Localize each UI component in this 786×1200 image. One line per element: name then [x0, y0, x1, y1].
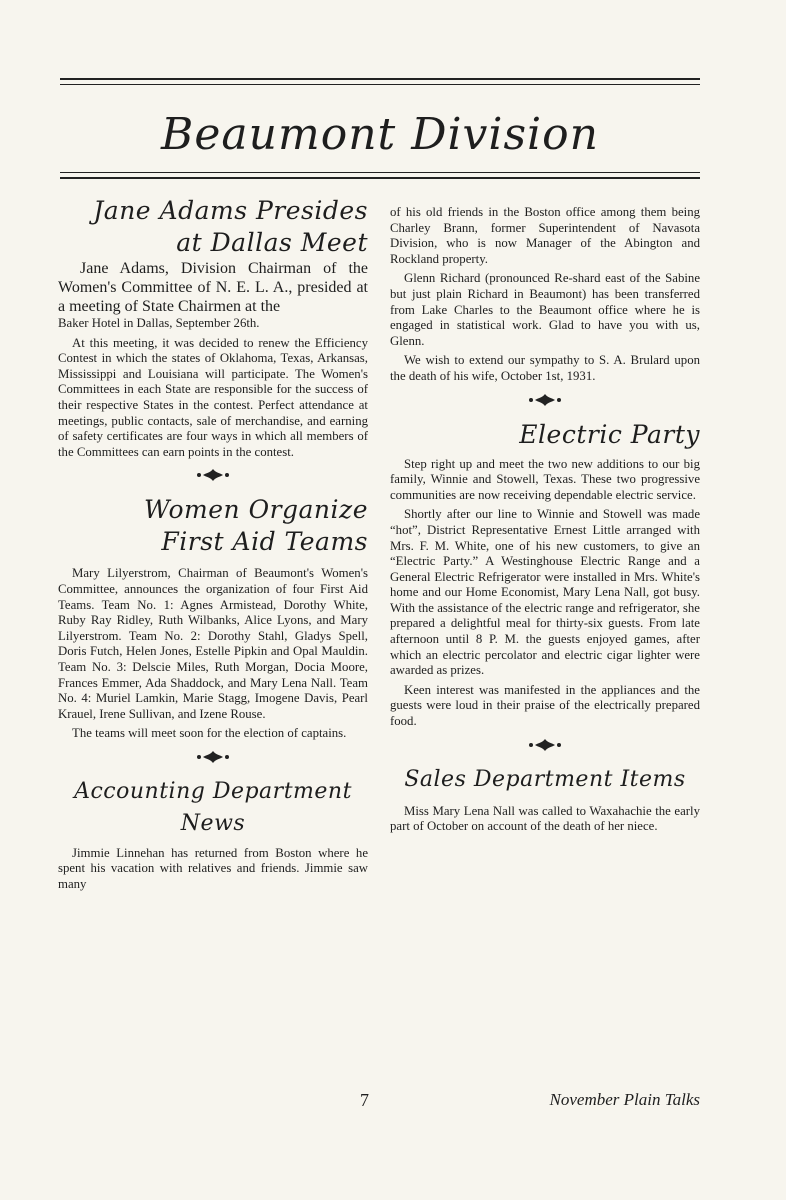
ornament-icon — [390, 391, 700, 413]
article-lead: Jane Adams, Division Chairman of the Women's Committee of N. E. L. A., presided at a meeting of State Chairmen at the — [58, 260, 368, 315]
article-paragraph: of his old friends in the Boston office among them being Charley Brann, former Superintendent of Navasota Division, who is now Manager of the Abington and Rockland property. — [390, 205, 700, 266]
left-column — [58, 195, 368, 897]
article-paragraph: At this meeting, it was decided to renew the Efficiency Contest in which the states of Oklahoma, Texas, Arkansas, Mississippi and Louisiana will participate. The Women's Committees in each State are responsible for the success of their respective States in the contest. Perfect attendance at meetings, public contacts, sale of merchandise, and earning of safety certificates are four ways in which all members of the Committees can earn points in the contest. — [58, 335, 368, 459]
ornament-icon — [58, 466, 368, 488]
article-heading-line2: First Aid Teams — [161, 527, 368, 557]
article-electric-party — [390, 419, 700, 730]
article-accounting-continued — [390, 205, 700, 385]
article-jane-adams — [58, 195, 368, 460]
article-paragraph: We wish to extend our sympathy to S. A. Brulard upon the death of his wife, October 1st, 1931. — [390, 353, 700, 383]
article-heading-line1: Jane Adams Presides — [93, 196, 368, 225]
article-paragraph: Miss Mary Lena Nall was called to Waxahachie the early part of October on account of the death of her niece. — [390, 803, 700, 834]
article-paragraph: Mary Lilyerstrom, Chairman of Beaumont's Women's Committee, announces the organization of four First Aid Teams. Team No. 1: Agnes Armistead, Dorothy White, Ruby Ray Ridley, Ruth Wilbanks, Alice Lyons, and Mary Lilyerstrom. Team No. 2: Dorothy Stahl, Gladys Spell, Doris Futch, Helen Jones, Estelle Pipkin and Opal Mauldin. Team No. 3: Delscie Miles, Ruth Morgan, Docia Moore, Frances Emmer, Ada Shaddock, and Mary Lena Nall. Team No. 4: Muriel Lamkin, Marie Stagg, Imogene Davis, Pearl Krauel, Irene Sullivan, and Izene Rouse. — [58, 566, 368, 721]
article-first-aid — [58, 494, 368, 742]
bottom-rule-thin — [60, 172, 700, 173]
article-heading: Sales Department Items — [404, 766, 686, 792]
article-accounting — [58, 776, 368, 893]
ornament-icon — [58, 748, 368, 770]
article-heading: Accounting Department News — [74, 778, 352, 836]
top-rule — [60, 78, 700, 80]
article-paragraph: Baker Hotel in Dallas, September 26th. — [58, 316, 260, 330]
article-paragraph: Glenn Richard (pronounced Re-shard east of the Sabine but just plain Richard in Beaumont) has been transferred from Lake Charles to the Beaumont office where he is engaged in statistical work. Glad to have you with us, Glenn. — [390, 271, 700, 348]
page-number: 7 — [360, 1090, 369, 1110]
top-rule-thin — [60, 84, 700, 85]
article-paragraph: Shortly after our line to Winnie and Stowell was made “hot”, District Representative Ernest Little arranged with Mrs. F. M. White, one of his new customers, to give an “Electric Party.” A Westinghouse Electric Range and a General Electric Refrigerator were installed in Mrs. White's home and our Home Economist, Mary Lena Nall, got busy. With the assistance of the electric range and refrigerator, she prepared a delightful meal for thirty-six guests. From late afternoon until 8 P. M. the guests enjoyed games, after which an electric percolator and electric cigar lighter were awarded as prizes. — [390, 507, 700, 678]
article-heading-line1: Women Organize — [143, 495, 368, 525]
article-heading-line2: at Dallas Meet — [176, 228, 368, 257]
section-title: Beaumont Division — [161, 109, 599, 160]
right-column — [390, 205, 700, 839]
article-paragraph: The teams will meet soon for the election of captains. — [72, 726, 347, 741]
ornament-icon — [390, 736, 700, 758]
article-paragraph: Keen interest was manifested in the appliances and the guests were loud in their praise of the electrically prepared food. — [390, 682, 700, 729]
article-paragraph: Jimmie Linnehan has returned from Boston where he spent his vacation with relatives and friends. Jimmie saw many — [58, 845, 368, 892]
article-heading: Electric Party — [519, 419, 700, 449]
article-paragraph: Step right up and meet the two new additions to our big family, Winnie and Stowell, Texas. These two progressive communities are now receiving dependable electric service. — [390, 456, 700, 502]
bottom-rule — [60, 177, 700, 179]
article-sales — [390, 764, 700, 835]
publication-title: November Plain Talks — [549, 1090, 700, 1109]
